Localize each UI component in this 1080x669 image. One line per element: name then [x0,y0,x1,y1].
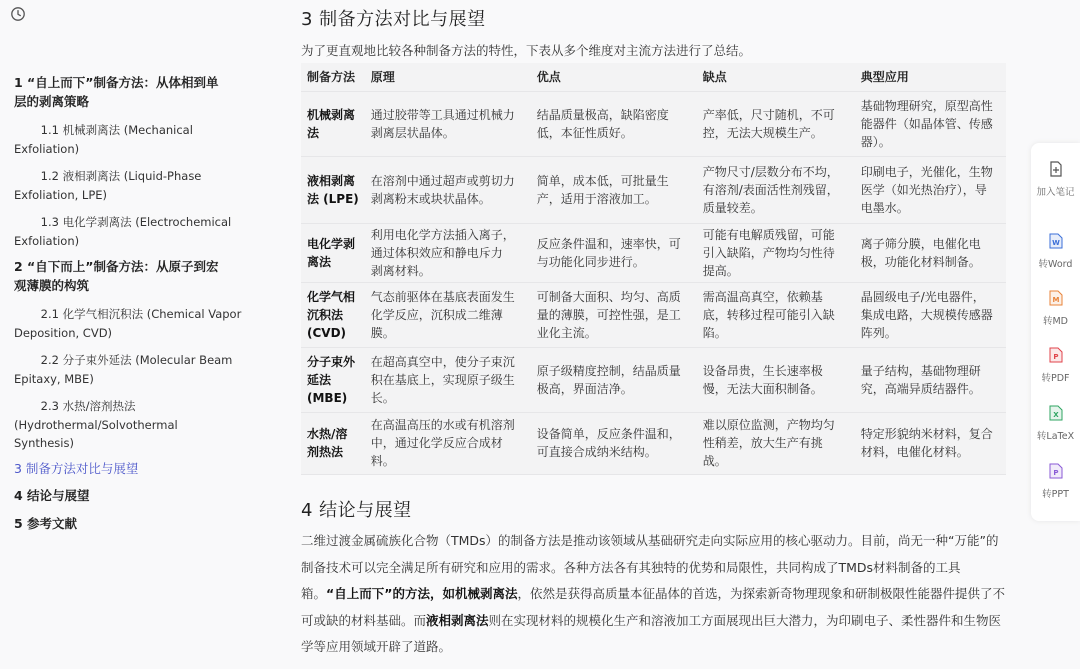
header-applications: 典型应用 [855,63,1006,91]
tool-label: 转PDF [1041,373,1070,384]
cell-line: 产，适用于溶液加工。 [536,191,657,206]
cell-line: 积在基底上，实现原子级生 [370,372,515,387]
header-method: 制备方法 [301,63,365,91]
toc-item[interactable] [14,167,229,204]
cell-line: 医学（如光热治疗），导 [860,182,987,197]
cell-line: 中，通过化学反应合成材 [370,436,503,450]
export-toolbar [1031,143,1080,521]
cell-line: 反应条件温和，速率快，可 [536,236,681,251]
paragraph-text: 二维过渡金属硫族化合物（TMDs）的制备方法是推动该领域从基础研究走向实际应用的核心驱动力。目前，尚无一种“万能”的制备技术可以完全满足所有研究和应用的需求。各种方法各有其独特的优势和局限性，共同构成了TMDs材料制备的工具箱。 [301,533,999,601]
cell-line: 质量较差。 [702,200,763,215]
cell-line: 电墨水。 [860,200,909,215]
cell-line: 离法 [307,254,332,269]
cell-cons [697,282,855,347]
table-row [301,347,1006,412]
header-pros: 优点 [531,63,697,91]
table-row [301,412,1006,474]
table-row [301,156,1006,223]
cell-line: 分子束外 [307,354,356,369]
tool-button-add-note[interactable] [1031,157,1080,209]
toc-item-line: Exfoliation) [14,233,80,248]
cell-line: 在高温高压的水或有机溶剂 [370,418,515,432]
cell-apps [855,156,1006,223]
table-row [301,91,1006,156]
toc-item[interactable] [14,397,229,453]
cell-method [301,282,365,347]
toc-item-line: 1.1 机械剥离法 (Mechanical [26,123,193,137]
cell-line: 产物尺寸/层数分布不均， [702,164,839,179]
cell-apps [855,412,1006,474]
section-4-title: 4 结论与展望 [301,500,412,521]
tool-button-ppt-file[interactable] [1031,459,1080,511]
toc-item-line: 2.1 化学气相沉积法 (Chemical Vapor [26,307,242,321]
cell-line: 究，高端异质结器件。 [860,381,981,396]
cell-line: 剥离粉末或块状晶体。 [370,191,491,206]
cell-line: 长。 [370,390,395,405]
cell-line: 阵列。 [860,325,897,340]
cell-line: 水热/溶 [307,427,348,441]
cell-line: 延法 [307,372,332,387]
cell-line: 法 (LPE) [307,191,359,206]
cell-line: 剥离材料。 [370,263,431,278]
comparison-table [301,63,1006,475]
toc-item-line: 层的剥离策略 [14,93,90,109]
cell-cons [697,156,855,223]
cell-line: (MBE) [307,390,348,405]
cell-line: 引入缺陷，产物均匀性待 [702,245,835,260]
cell-line: 剥离层状晶体。 [370,125,455,140]
cell-line: 特定形貌纳米材料，复合 [860,427,993,441]
add-note-icon [1049,161,1063,177]
cell-line: 可能有电解质残留，可能 [702,227,835,242]
cell-line: 业化主流。 [536,325,597,340]
toc-item[interactable] [14,258,229,295]
cell-line: 晶圆级电子/光电器件， [860,289,985,304]
cell-line: 剂热法 [307,445,344,459]
cell-line: 控，无法大规模生产。 [702,125,823,140]
toc-item-line: 2.3 水热/溶剂热法 [26,399,136,413]
toc-item[interactable] [14,121,229,158]
cell-method [301,347,365,412]
cell-method [301,412,365,474]
cell-pros [531,91,697,156]
toc-item-line: 1.2 液相剥离法 (Liquid-Phase [26,169,202,183]
cell-line: 化学反应，沉积成二维薄 [370,307,503,322]
tool-button-markdown-file[interactable] [1031,286,1080,338]
toc-item-line: 2 “自下而上”制备方法：从原子到宏 [14,259,219,274]
cell-principle [365,347,531,412]
table-row [301,223,1006,282]
toc-item-line: Deposition, CVD) [14,325,113,340]
cell-principle [365,223,531,282]
cell-apps [855,282,1006,347]
cell-line: 与功能化同步进行。 [536,254,645,269]
toc-item-line: 1 “自上而下”制备方法：从体相到单 [14,75,219,90]
cell-line: 可直接合成纳米结构。 [536,445,657,459]
toc-item[interactable] [14,460,229,479]
cell-line: 离子筛分膜，电催化电 [860,236,981,251]
cell-line: 产率低，尺寸随机，不可 [702,107,835,122]
toc-item-line: Exfoliation, LPE) [14,187,108,202]
cell-line: 化学气相 [307,289,356,304]
cell-line: 能器件（如晶体管、传感 [860,116,993,131]
section-3-title: 3 制备方法对比与展望 [301,9,486,30]
toc-item[interactable] [14,74,229,111]
cell-line: 法 [307,125,320,140]
cell-line: 提高。 [702,263,739,278]
cell-line: 量的薄膜，可控性强，是工 [536,307,681,322]
toc-item-line: 4 结论与展望 [14,488,90,503]
cell-line: 可制备大面积、均匀、高质 [536,289,681,304]
section-3-intro: 为了更直观地比较各种制备方法的特性，下表从多个维度对主流方法进行了总结。 [301,43,752,58]
toc-item-line: 2.2 分子束外延法 (Molecular Beam [26,353,233,367]
cell-line: 利用电化学方法插入离子， [370,227,515,242]
tool-button-word-file[interactable] [1031,229,1080,281]
cell-line: 需高温高真空，依赖基 [702,289,823,304]
section-4-paragraph [301,528,1006,661]
paragraph-text: ，依然是获得高质量本征晶体的首选，为探索新奇物理现象和研制极限性能器件提供了不可或缺的材料基础。而 [301,586,1005,628]
cell-pros [531,282,697,347]
svg-text:W: W [1051,239,1060,247]
cell-line: 印刷电子，光催化，生物 [860,164,993,179]
toc-item[interactable] [14,213,232,250]
cell-line: 有溶剂/表面活性剂残留， [702,182,839,197]
paragraph-bold-lpe: 液相剥离法 [426,612,489,628]
tool-label: 转PPT [1042,489,1069,500]
cell-line: 简单，成本低，可批量生 [536,173,669,188]
cell-pros [531,223,697,282]
cell-line: (CVD) [307,325,347,340]
cell-line: 器）。 [860,134,891,149]
cell-line: 性稍差，放大生产有挑 [702,436,823,450]
cell-principle [365,412,531,474]
cell-apps [855,223,1006,282]
sidebar [0,0,240,669]
toc-item-line: 1.3 电化学剥离法 (Electrochemical [26,215,232,229]
cell-line: 战。 [702,454,727,468]
toc-item-line: Epitaxy, MBE) [14,371,94,386]
cell-cons [697,412,855,474]
cell-pros [531,412,697,474]
tool-label: 转Word [1038,259,1073,270]
cell-line: 通过胶带等工具通过机械力 [370,107,515,122]
paragraph-bold-top-down: “自上而下”的方法，如机械剥离法 [326,586,518,601]
cell-line: 沉积法 [307,307,344,322]
svg-text:P: P [1052,353,1059,361]
cell-line: 在溶剂中通过超声或剪切力 [370,173,515,188]
toc-item-line: 3 制备方法对比与展望 [14,461,139,476]
tool-label: 转MD [1042,316,1068,327]
svg-text:P: P [1052,469,1059,477]
word-file-icon [1049,233,1063,249]
tool-label: 加入笔记 [1036,187,1075,198]
cell-line: 料。 [370,454,395,468]
toc-item[interactable] [14,305,242,342]
cell-cons [697,91,855,156]
clock-history-icon[interactable] [8,4,28,24]
cell-apps [855,347,1006,412]
latex-file-icon [1049,405,1063,421]
svg-text:M: M [1052,296,1059,304]
paragraph-text: 则在实现材料的规模化生产和溶液加工方面展现出巨大潜力，为印刷电子、柔性器件和生物医学等应用领域开辟了道路。 [301,612,1002,654]
cell-line: 结晶质量极高，缺陷密度 [536,107,669,122]
cell-method [301,156,365,223]
cell-line: 基础物理研究，原型高性 [860,98,993,113]
pdf-file-icon [1049,347,1063,363]
cell-line: 低，本征性质好。 [536,125,633,140]
cell-pros [531,347,697,412]
cell-apps [855,91,1006,156]
cell-line: 设备简单，反应条件温和， [536,427,681,441]
cell-principle [365,91,531,156]
cell-line: 液相剥离 [307,173,356,188]
cell-line: 极高，界面洁净。 [536,381,633,396]
tool-label: 转LaTeX [1036,431,1075,442]
cell-line: 集成电路，大规模传感器 [860,307,993,322]
header-cons: 缺点 [697,63,855,91]
cell-line: 在超高真空中，使分子束沉 [370,354,515,369]
cell-cons [697,223,855,282]
cell-line: 慢，无法大面积制备。 [702,381,823,396]
cell-line: 设备昂贵，生长速率极 [702,363,823,378]
toc-item-line: (Hydrothermal/Solvothermal [14,417,178,432]
cell-line: 原子级精度控制，结晶质量 [536,363,681,378]
cell-principle [365,282,531,347]
tool-button-latex-file[interactable] [1031,401,1080,453]
toc-item[interactable] [14,487,229,506]
tool-button-pdf-file[interactable] [1031,343,1080,395]
cell-line: 极，功能化材料制备。 [860,254,981,269]
cell-pros [531,156,697,223]
table-header-row [301,63,1006,91]
ppt-file-icon [1049,463,1063,479]
toc-item-line: 观薄膜的构筑 [14,277,90,293]
cell-line: 机械剥离 [307,107,356,122]
cell-line: 气态前驱体在基底表面发生 [370,289,515,304]
cell-method [301,91,365,156]
toc-item-line: Synthesis) [14,436,74,450]
cell-line: 量子结构，基础物理研 [860,363,981,378]
cell-line: 陷。 [702,325,727,340]
toc-item[interactable] [14,515,229,534]
toc-item-line: 5 参考文献 [14,516,78,531]
cell-cons [697,347,855,412]
cell-method [301,223,365,282]
cell-line: 材料，电催化材料。 [860,445,969,459]
toc-item-line: Exfoliation) [14,141,80,156]
cell-line: 膜。 [370,325,395,340]
svg-text:X: X [1052,411,1059,419]
table-row [301,282,1006,347]
header-principle: 原理 [365,63,531,91]
cell-line: 难以原位监测，产物均匀 [702,418,835,432]
cell-line: 底，转移过程可能引入缺 [702,307,835,322]
toc-item[interactable] [14,351,233,388]
cell-line: 电化学剥 [307,236,356,251]
cell-principle [365,156,531,223]
markdown-file-icon [1049,290,1063,306]
cell-line: 通过体积效应和静电斥力 [370,245,503,260]
